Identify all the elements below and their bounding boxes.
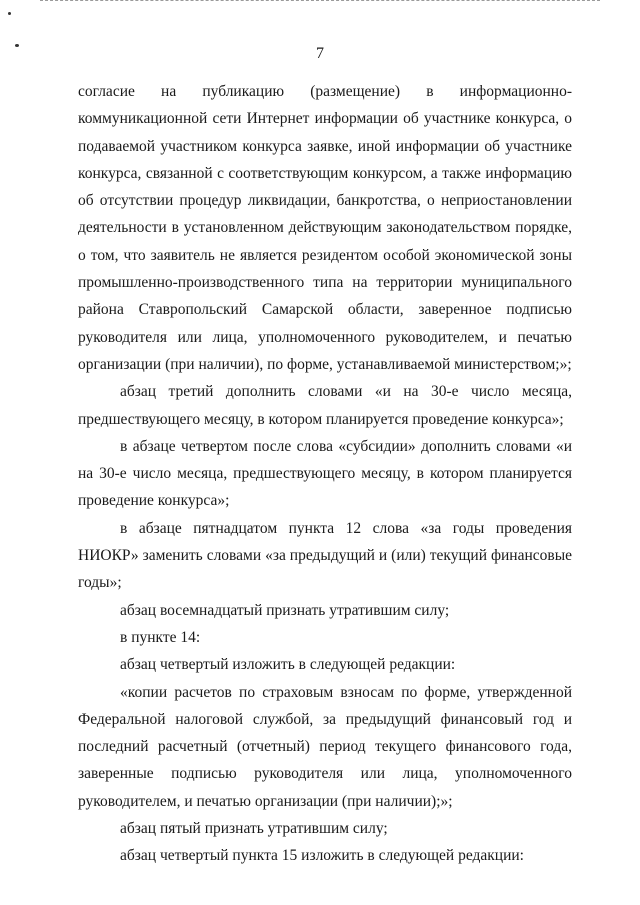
paragraph: в пункте 14: <box>120 628 201 646</box>
paragraph: абзац восемнадцатый признать утратившим силу; <box>120 601 450 619</box>
paragraph: согласие на публикацию (размещение) в информационно-коммуникационной сети Интернет информации об участнике конкурса, о подаваемой участником конкурса заявке, иной информации об участнике конкурса, связанной с соответствующим конкурсом, а также информацию об отсутствии процедур ликвидации, банкротства, о неприостановлении деятельности в установленном действующим законодательством порядке, о том, что заявитель не является резидентом особой экономической зоны промышленно-производственного типа на территории муниципального района Ставропольский Самарской области, заверенное подписью руководителя или лица, уполномоченного руководителем, и печатью организации (при наличии), по форме, устанавливаемой министерством;»; <box>78 83 572 373</box>
paragraph: абзац пятый признать утратившим силу; <box>120 820 388 838</box>
paragraph: в абзаце пятнадцатом пункта 12 слова «за годы проведения НИОКР» заменить словами «за предыдущий и (или) текущий финансовые годы»; <box>78 519 572 592</box>
paragraph: в абзаце четвертом после слова «субсидии» дополнить словами «и на 30-е число месяца, предшествующего месяцу, в котором планируется проведение конкурса»; <box>78 437 572 510</box>
scan-edge-line <box>40 0 600 2</box>
paragraph: абзац четвертый пункта 15 изложить в следующей редакции: <box>120 847 524 865</box>
document-body <box>78 78 572 870</box>
paragraph: «копии расчетов по страховым взносам по форме, утвержденной Федеральной налоговой службой, за предыдущий финансовый год и последний расчетный (отчетный) период текущего финансового года, заверенные подписью руководителя или лица, уполномоченного руководителем, и печатью организации (при наличии);»; <box>78 683 572 810</box>
scan-speck <box>8 12 11 15</box>
paragraph: абзац четвертый изложить в следующей редакции: <box>120 656 456 674</box>
page-number: 7 <box>316 45 324 62</box>
paragraph: абзац третий дополнить словами «и на 30-е число месяца, предшествующего месяцу, в котором планируется проведение конкурса»; <box>78 383 572 428</box>
